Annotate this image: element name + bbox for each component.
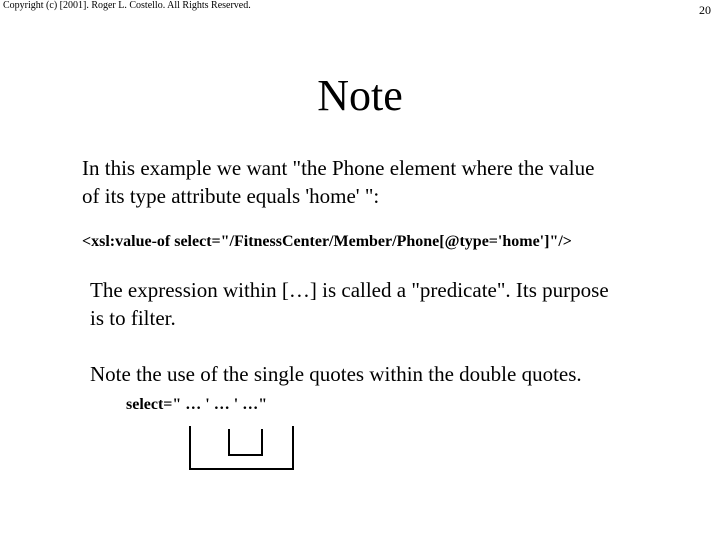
inner-bracket-right bbox=[261, 429, 263, 456]
page-number: 20 bbox=[699, 3, 711, 17]
predicate-line-2: is to filter. bbox=[90, 306, 176, 330]
intro-line-2: of its type attribute equals 'home' ": bbox=[82, 184, 380, 208]
xsl-code-example: <xsl:value-of select="/FitnessCenter/Member/Phone[@type='home']"/> bbox=[82, 233, 572, 250]
copyright-notice: Copyright (c) [2001]. Roger L. Costello. All Rights Reserved. bbox=[3, 0, 251, 11]
predicate-paragraph bbox=[90, 276, 609, 332]
outer-bracket-right bbox=[292, 426, 294, 470]
outer-bracket-left bbox=[189, 426, 191, 470]
intro-line-1: In this example we want "the Phone element where the value bbox=[82, 156, 595, 180]
slide-title: Note bbox=[317, 71, 403, 120]
select-example: select=" … ' … ' …" bbox=[126, 396, 268, 413]
quotes-note: Note the use of the single quotes within the double quotes. bbox=[90, 362, 582, 386]
intro-paragraph bbox=[82, 154, 594, 210]
predicate-line-1: The expression within […] is called a "predicate". Its purpose bbox=[90, 278, 609, 302]
outer-bracket-bottom bbox=[189, 468, 294, 470]
inner-bracket-bottom bbox=[228, 454, 263, 456]
inner-bracket-left bbox=[228, 429, 230, 456]
